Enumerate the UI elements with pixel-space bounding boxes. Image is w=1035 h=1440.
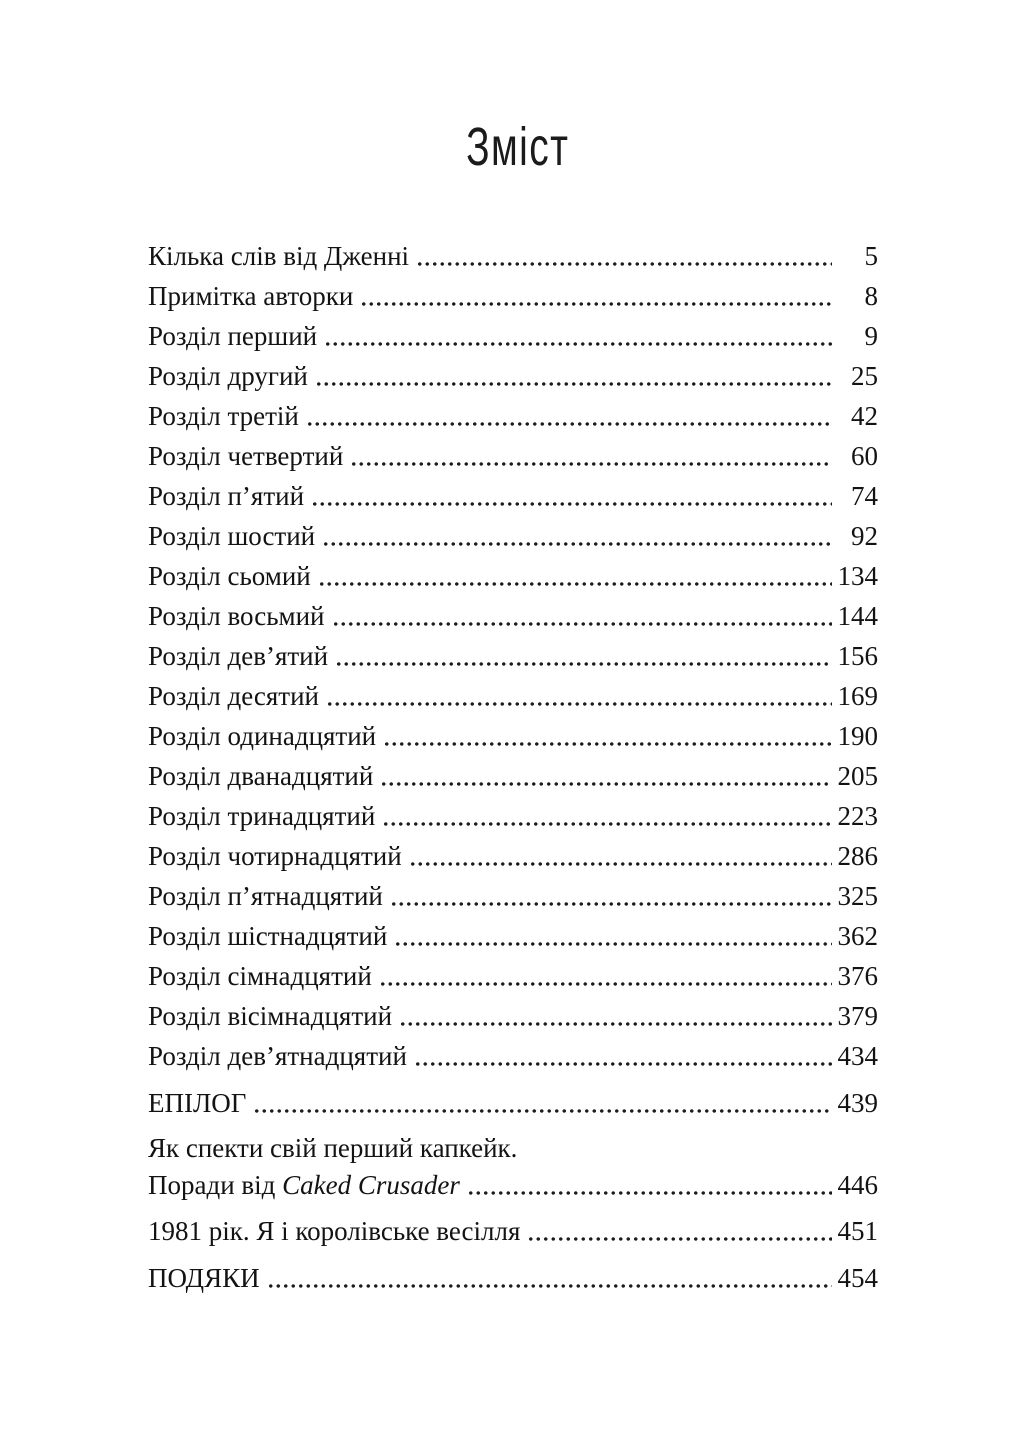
dot-leader [467, 1167, 832, 1204]
toc-page-number: 205 [837, 761, 878, 791]
toc-entry [148, 996, 878, 1036]
toc-entry-label-line2 [148, 1167, 878, 1204]
toc-entry-label: Розділ восьмий [148, 601, 325, 631]
toc-page-number: 379 [837, 1001, 878, 1031]
dot-leader [253, 1083, 832, 1123]
toc-page-number: 74 [851, 481, 878, 511]
toc-entry [148, 636, 878, 676]
dot-leader [318, 556, 832, 596]
toc-entry-label: Розділ шістнадцятий [148, 921, 388, 951]
toc-page-number: 454 [837, 1263, 878, 1293]
toc-entry [148, 556, 878, 596]
toc-page-number: 439 [837, 1088, 878, 1118]
dot-leader [382, 796, 832, 836]
toc-page-number: 190 [837, 721, 878, 751]
dot-leader [267, 1258, 832, 1298]
toc-entry [148, 316, 878, 356]
toc-entry-label: 1981 рік. Я і королівське весілля [148, 1216, 521, 1246]
toc-entry [148, 516, 878, 556]
toc-entry-label: Кілька слів від Дженні [148, 241, 410, 271]
toc-entry-label: Розділ другий [148, 361, 308, 391]
dot-leader [390, 876, 832, 916]
dot-leader [315, 356, 832, 396]
toc-entry-acknowledgements [148, 1258, 878, 1298]
toc-entry-label: Розділ третій [148, 401, 299, 431]
toc-entry [148, 876, 878, 916]
toc-entry [148, 836, 878, 876]
toc-page-number: 362 [837, 921, 878, 951]
dot-leader [350, 436, 832, 476]
dot-leader [322, 516, 832, 556]
toc-entry [148, 716, 878, 756]
toc-entry [148, 356, 878, 396]
toc-entry-royal-wedding [148, 1211, 878, 1251]
dot-leader [394, 916, 832, 956]
toc-entry-label: Розділ дев’ятнадцятий [148, 1041, 407, 1071]
toc-entry [148, 596, 878, 636]
toc-entry [148, 476, 878, 516]
dot-leader [380, 756, 832, 796]
toc-entry-label: Розділ четвертий [148, 441, 344, 471]
toc-entry-label-prefix: Поради від [148, 1170, 283, 1200]
toc-entry-label: Розділ одинадцятий [148, 721, 377, 751]
dot-leader [416, 236, 832, 276]
dot-leader [306, 396, 832, 436]
toc-entry [148, 436, 878, 476]
toc-entry [148, 676, 878, 716]
toc-page-number: 144 [837, 601, 878, 631]
toc-page-number: 25 [851, 361, 878, 391]
toc-page-number: 5 [864, 241, 878, 271]
toc-entry-epilogue [148, 1083, 878, 1123]
dot-leader [414, 1036, 832, 1076]
page-title-wrap [0, 0, 1035, 178]
toc-entry [148, 396, 878, 436]
toc-page-number: 451 [837, 1216, 878, 1246]
toc-entry-label-italic: Caked Crusader [282, 1170, 460, 1200]
toc-entry-label-line1: Як спекти свій перший капкейк. [148, 1133, 518, 1163]
toc-entry [148, 276, 878, 316]
toc-page-number: 60 [851, 441, 878, 471]
toc-page-number: 446 [837, 1170, 878, 1200]
toc-entry [148, 756, 878, 796]
toc-page-number: 9 [864, 321, 878, 351]
toc-entry-label: Розділ п’ятнадцятий [148, 881, 383, 911]
toc-page-number: 376 [837, 961, 878, 991]
dot-leader [332, 596, 832, 636]
toc-entry [148, 916, 878, 956]
dot-leader [360, 276, 832, 316]
toc-entry-cupcake-tips [148, 1130, 878, 1204]
toc-entry-label: Розділ дванадцятий [148, 761, 374, 791]
dot-leader [399, 996, 832, 1036]
toc-entry-label: Розділ десятий [148, 681, 319, 711]
toc-entry [148, 236, 878, 276]
toc-page-number: 223 [837, 801, 878, 831]
toc-entry-label [148, 1167, 460, 1204]
dot-leader [383, 716, 832, 756]
toc-page-number: 286 [837, 841, 878, 871]
toc-page-number: 325 [837, 881, 878, 911]
toc-entry-label: Розділ вісімнадцятий [148, 1001, 393, 1031]
toc-page-number: 169 [837, 681, 878, 711]
toc-entry-label: ПОДЯКИ [148, 1263, 260, 1293]
toc-entry-label: Розділ сімнадцятий [148, 961, 372, 991]
dot-leader [324, 316, 832, 356]
toc-entry-label: Розділ п’ятий [148, 481, 305, 511]
toc-entry-label: Розділ шостий [148, 521, 316, 551]
dot-leader [326, 676, 832, 716]
toc-entry-label: Розділ дев’ятий [148, 641, 329, 671]
toc-entry-label: Розділ перший [148, 321, 318, 351]
toc-entry-label: Примітка авторки [148, 281, 354, 311]
dot-leader [311, 476, 832, 516]
toc-page-number: 8 [864, 281, 878, 311]
toc-entry-label: Розділ сьомий [148, 561, 311, 591]
toc-page-number: 92 [851, 521, 878, 551]
toc-entry-label: Розділ тринадцятий [148, 801, 376, 831]
toc-entry [148, 956, 878, 996]
dot-leader [409, 836, 832, 876]
toc-page-number: 42 [851, 401, 878, 431]
page-title: Зміст [465, 117, 570, 177]
toc-page-number: 156 [837, 641, 878, 671]
toc-entry [148, 1036, 878, 1076]
table-of-contents [148, 236, 878, 1298]
toc-entry-label: Розділ чотирнадцятий [148, 841, 402, 871]
toc-entry [148, 796, 878, 836]
dot-leader [379, 956, 832, 996]
dot-leader [335, 636, 832, 676]
dot-leader [527, 1211, 832, 1251]
toc-page-number: 434 [837, 1041, 878, 1071]
toc-entry-label: ЕПІЛОГ [148, 1088, 247, 1118]
toc-page-number: 134 [837, 561, 878, 591]
